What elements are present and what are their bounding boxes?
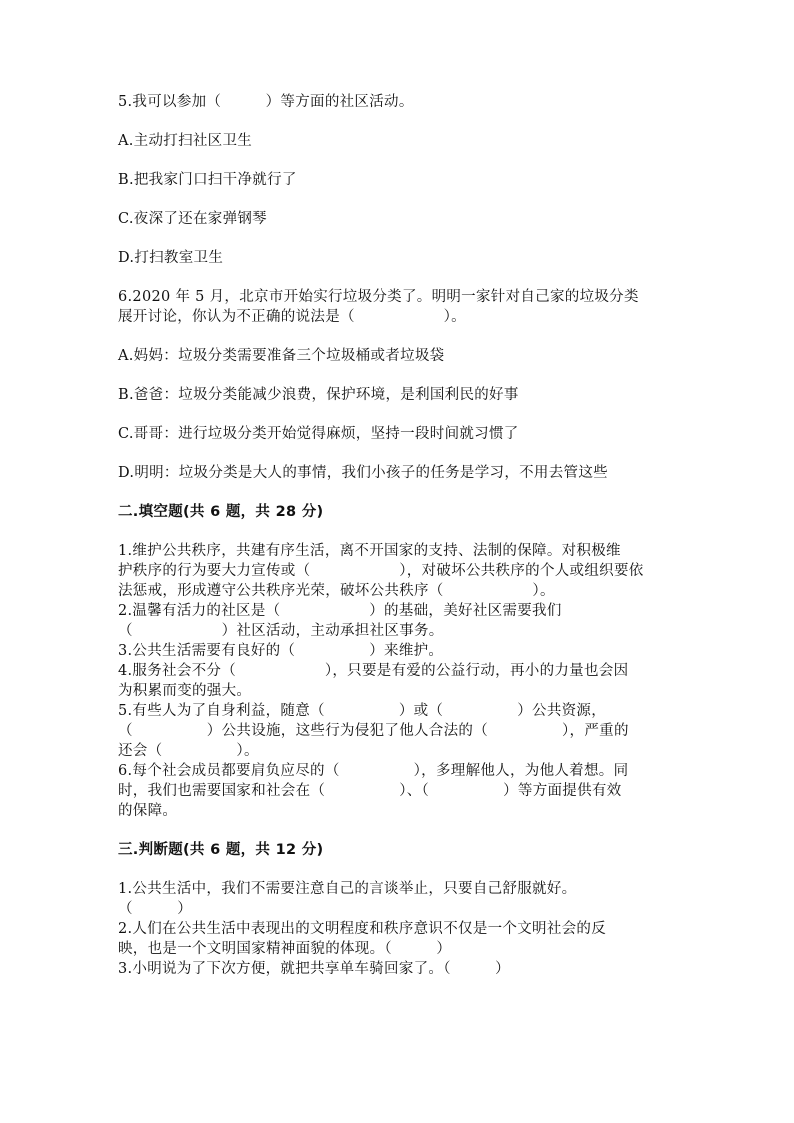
judge-line: 3.小明说为了下次方便，就把共享单车骑回家了。（ ） xyxy=(118,961,510,977)
fill-line: 5.有些人为了自身利益，随意（ ）或（ ）公共资源， xyxy=(118,703,607,719)
fill-line: 4.服务社会不分（ ），只要是有爱的公益行动，再小的力量也会因 xyxy=(118,663,629,679)
exam-page xyxy=(118,92,678,979)
option-b: B.把我家门口扫干净就行了 xyxy=(118,172,297,188)
fill-questions xyxy=(118,541,678,821)
question-stem-line-2: 展开讨论，你认为不正确的说法是（ ）。 xyxy=(118,309,466,325)
fill-line: 1.维护公共秩序，共建有序生活，离不开国家的支持、法制的保障。对积极维 xyxy=(118,543,621,559)
fill-line: 为积累而变的强大。 xyxy=(118,683,252,699)
fill-line: 的保障。 xyxy=(118,803,178,819)
fill-line: 3.公共生活需要有良好的（ ）来维护。 xyxy=(118,643,444,659)
fill-line: 还会（ ）。 xyxy=(118,743,259,759)
fill-line: 护秩序的行为要大力宣传或（ ），对破坏公共秩序的个人或组织要依 xyxy=(118,563,644,579)
option-c: C.哥哥：进行垃圾分类开始觉得麻烦，坚持一段时间就习惯了 xyxy=(118,426,519,442)
section-title-fill: 二.填空题(共 6 题，共 28 分) xyxy=(118,504,324,520)
judge-line: 1.公共生活中，我们不需要注意自己的言谈举止，只要自己舒服就好。 xyxy=(118,881,577,897)
option-d: D.明明：垃圾分类是大人的事情，我们小孩子的任务是学习，不用去管这些 xyxy=(118,465,608,481)
fill-line: 6.每个社会成员都要肩负应尽的（ ），多理解他人，为他人着想。同 xyxy=(118,763,629,779)
option-a: A.主动打扫社区卫生 xyxy=(118,133,253,149)
question-stem-line-1: 6.2020 年 5 月，北京市开始实行垃圾分类了。明明一家针对自己家的垃圾分类 xyxy=(118,289,639,305)
judge-questions xyxy=(118,879,678,979)
fill-line: 2.温馨有活力的社区是（ ）的基础，美好社区需要我们 xyxy=(118,603,562,619)
fill-line: 时，我们也需要国家和社会在（ ）、（ ）等方面提供有效 xyxy=(118,783,622,799)
fill-line: 法惩戒，形成遵守公共秩序光荣，破坏公共秩序（ ）。 xyxy=(118,583,555,599)
question-stem: 5.我可以参加（ ）等方面的社区活动。 xyxy=(118,94,414,110)
option-a: A.妈妈：垃圾分类需要准备三个垃圾桶或者垃圾袋 xyxy=(118,348,445,364)
judge-line: 2.人们在公共生活中表现出的文明程度和秩序意识不仅是一个文明社会的反 xyxy=(118,921,607,937)
section-title-judge: 三.判断题(共 6 题，共 12 分) xyxy=(118,842,324,858)
choice-question-6 xyxy=(118,287,678,483)
option-b: B.爸爸：垃圾分类能减少浪费，保护环境，是利国利民的好事 xyxy=(118,387,519,403)
option-d: D.打扫教室卫生 xyxy=(118,250,224,266)
judge-line: （ ） xyxy=(118,901,192,917)
option-c: C.夜深了还在家弹钢琴 xyxy=(118,211,267,227)
choice-question-5 xyxy=(118,92,678,268)
fill-line: （ ）公共设施，这些行为侵犯了他人合法的（ ），严重的 xyxy=(118,723,629,739)
fill-line: （ ）社区活动，主动承担社区事务。 xyxy=(118,623,444,639)
judge-line: 映，也是一个文明国家精神面貌的体现。（ ） xyxy=(118,941,452,957)
